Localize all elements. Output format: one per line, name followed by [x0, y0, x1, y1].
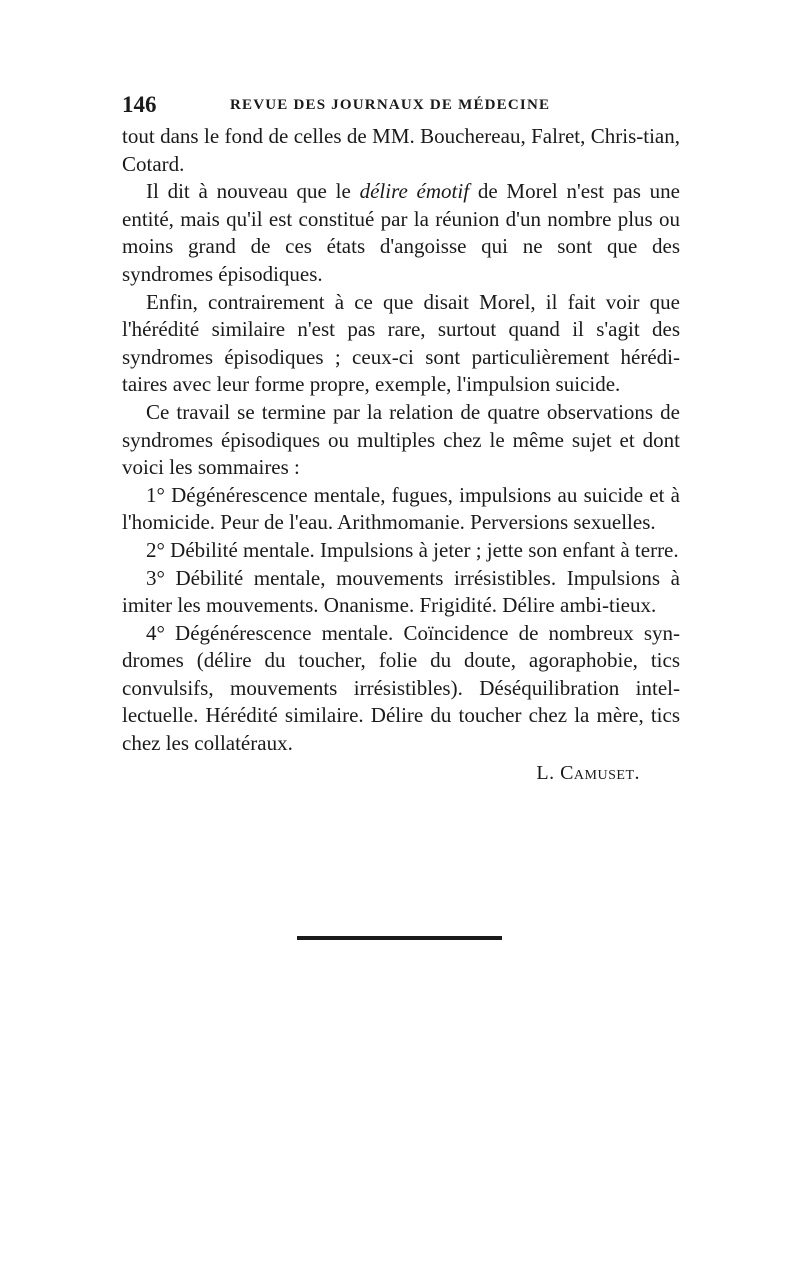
page-header [122, 92, 682, 122]
signature-initial: L. [536, 761, 555, 784]
signature-surname: Camuset. [560, 761, 640, 784]
paragraph-3: Enfin, contrairement à ce que disait Morel, il fait voir que l'hérédité similaire n'est pas rare, surtout quand il s'agit des syndromes épisodiques ; ceux-ci sont particulièrement hérédi-taires avec leur forme propre, exemple, l'impulsion suicide. [122, 289, 680, 397]
paragraph-1: tout dans le fond de celles de MM. Bouchereau, Falret, Chris-tian, Cotard. [122, 124, 680, 176]
paragraph-4: Ce travail se termine par la relation de quatre observations de syndromes épisodiques ou multiples chez le même sujet et dont voici les sommaires : [122, 399, 680, 480]
closing-rule [297, 936, 502, 940]
observation-3: 3° Débilité mentale, mouvements irrésistibles. Impulsions à imiter les mouvements. Onanisme. Frigidité. Délire ambi-tieux. [122, 565, 680, 618]
author-signature [122, 760, 680, 788]
paragraph-2: Il dit à nouveau que le délire émotif de Morel n'est pas une entité, mais qu'il est constitué par la réunion d'un nombre plus ou moins grand de ces états d'angoisse qui ne sont que des syndromes épisodiques. [122, 179, 680, 286]
article-body [122, 123, 680, 787]
page-number: 146 [122, 92, 157, 117]
observation-4: 4° Dégénérescence mentale. Coïncidence de nombreux syn-dromes (délire du toucher, folie du doute, agoraphobie, tics convulsifs, mouvements irrésistibles). Déséquilibration intel-lectuelle. Hérédité similaire. Délire du toucher chez la mère, tics chez les collatéraux. [122, 620, 680, 756]
observation-1: 1° Dégénérescence mentale, fugues, impulsions au suicide et à l'homicide. Peur de l'eau. Arithmomanie. Perversions sexuelles. [122, 482, 680, 535]
running-head: REVUE DES JOURNAUX DE MÉDECINE [230, 97, 551, 113]
emphasis-delire-emotif: délire émotif [359, 179, 470, 204]
observation-2: 2° Débilité mentale. Impulsions à jeter ; jette son enfant à terre. [146, 537, 679, 562]
